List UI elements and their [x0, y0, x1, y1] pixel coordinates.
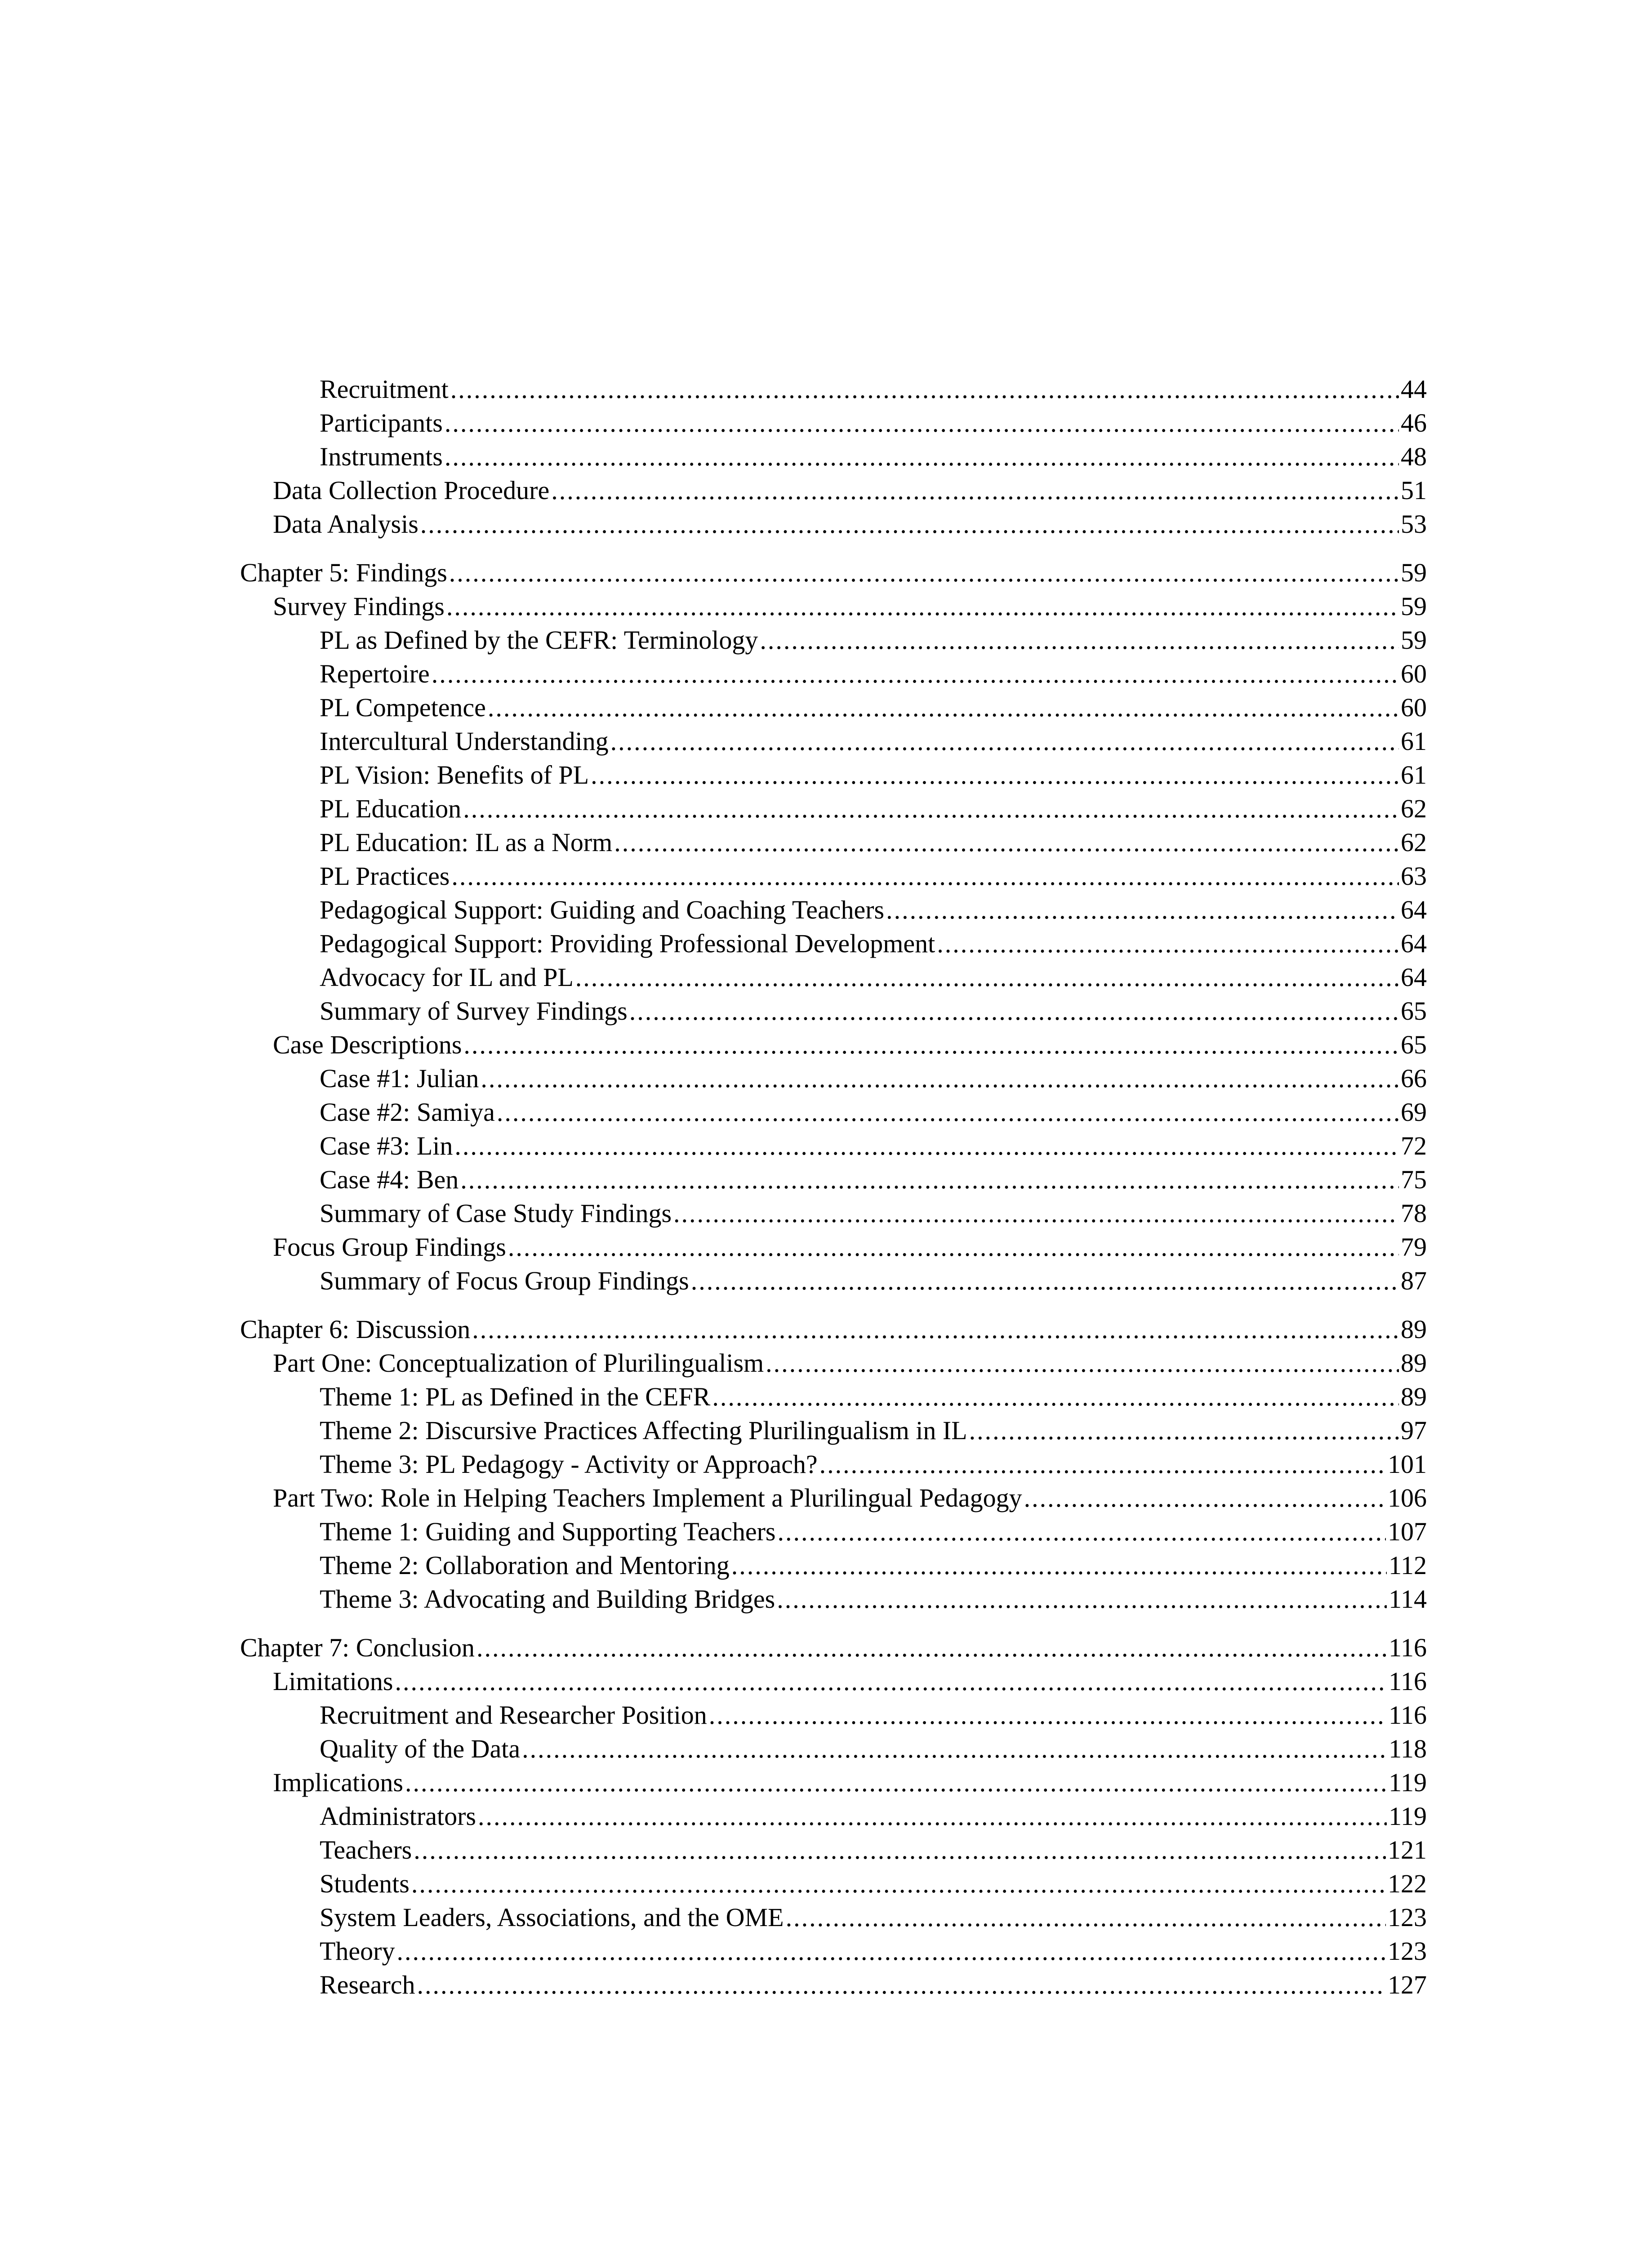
- toc-entry-title: Chapter 6: Discussion: [240, 1315, 471, 1344]
- toc-entry-title: Summary of Survey Findings: [320, 996, 628, 1026]
- toc-entry: [240, 1515, 1427, 1548]
- toc-entry: [240, 1028, 1427, 1062]
- toc-dot-leader: [449, 556, 1399, 589]
- toc-entry: [240, 1414, 1427, 1447]
- toc-entry-title: Limitations: [273, 1667, 393, 1696]
- toc-page-number: 75: [1401, 1165, 1427, 1194]
- toc-page-number: 116: [1389, 1633, 1427, 1662]
- toc-page-number: 72: [1401, 1131, 1427, 1160]
- toc-entry: [240, 507, 1427, 541]
- toc-entry-title: Case #3: Lin: [320, 1131, 453, 1160]
- toc-entry: [240, 1664, 1427, 1698]
- toc-page-number: 119: [1389, 1768, 1427, 1797]
- toc-dot-leader: [476, 1631, 1387, 1664]
- toc-dot-leader: [481, 1062, 1399, 1095]
- toc-entry-title: Chapter 5: Findings: [240, 558, 447, 587]
- toc-dot-leader: [551, 473, 1399, 507]
- toc-entry: [240, 473, 1427, 507]
- toc-dot-leader: [445, 406, 1399, 440]
- toc-page-number: 78: [1401, 1199, 1427, 1228]
- toc-entry: [240, 960, 1427, 994]
- toc-dot-leader: [451, 859, 1399, 893]
- toc-page-number: 53: [1401, 509, 1427, 539]
- toc-dot-leader: [414, 1833, 1386, 1867]
- toc-page-number: 69: [1401, 1097, 1427, 1127]
- toc-entry-title: PL Education: IL as a Norm: [320, 828, 613, 857]
- toc-entry: [240, 1968, 1427, 2002]
- toc-dot-leader: [591, 758, 1399, 792]
- toc-page-number: 63: [1401, 861, 1427, 891]
- toc-entry: [240, 792, 1427, 825]
- toc-dot-leader: [405, 1766, 1387, 1799]
- toc-dot-leader: [731, 1548, 1387, 1582]
- toc-entry: [240, 1095, 1427, 1129]
- toc-dot-leader: [777, 1582, 1387, 1616]
- toc-page-number: 112: [1389, 1551, 1427, 1580]
- table-of-contents: [240, 372, 1427, 2002]
- toc-page-number: 89: [1401, 1348, 1427, 1378]
- toc-entry: [240, 372, 1427, 406]
- toc-dot-leader: [454, 1129, 1399, 1163]
- toc-entry-title: PL Vision: Benefits of PL: [320, 760, 589, 789]
- toc-entry: [240, 927, 1427, 960]
- toc-entry: [240, 1732, 1427, 1766]
- toc-entry-title: Part Two: Role in Helping Teachers Implement a Plurilingual Pedagogy: [273, 1483, 1022, 1512]
- toc-entry-title: Theme 2: Discursive Practices Affecting Plurilingualism in IL: [320, 1416, 967, 1445]
- toc-page-number: 48: [1401, 442, 1427, 471]
- toc-dot-leader: [786, 1900, 1386, 1934]
- toc-page-number: 123: [1388, 1936, 1427, 1966]
- toc-dot-leader: [691, 1264, 1399, 1298]
- toc-entry-title: Case #2: Samiya: [320, 1097, 495, 1127]
- toc-dot-leader: [463, 792, 1399, 825]
- toc-page-number: 101: [1388, 1450, 1427, 1479]
- toc-entry-title: Intercultural Understanding: [320, 727, 609, 756]
- toc-page-number: 121: [1388, 1835, 1427, 1864]
- toc-dot-leader: [610, 724, 1399, 758]
- toc-dot-leader: [445, 440, 1399, 473]
- toc-dot-leader: [432, 657, 1399, 691]
- toc-page-number: 64: [1401, 895, 1427, 924]
- toc-entry: [240, 1230, 1427, 1264]
- toc-entry-title: PL as Defined by the CEFR: Terminology: [320, 625, 758, 655]
- toc-page-number: 59: [1401, 592, 1427, 621]
- toc-dot-leader: [411, 1867, 1386, 1900]
- toc-dot-leader: [463, 1028, 1399, 1062]
- toc-entry-title: Participants: [320, 408, 443, 437]
- toc-entry-title: Theme 1: PL as Defined in the CEFR: [320, 1382, 711, 1411]
- toc-page-number: 97: [1401, 1416, 1427, 1445]
- toc-dot-leader: [508, 1230, 1399, 1264]
- toc-page-number: 107: [1388, 1517, 1427, 1546]
- toc-entry-title: Theme 3: Advocating and Building Bridges: [320, 1584, 775, 1614]
- toc-entry-title: Theme 2: Collaboration and Mentoring: [320, 1551, 730, 1580]
- toc-page-number: 60: [1401, 659, 1427, 688]
- toc-entry-title: Data Analysis: [273, 509, 419, 539]
- toc-dot-leader: [450, 372, 1399, 406]
- toc-entry: [240, 589, 1427, 623]
- toc-entry-title: Advocacy for IL and PL: [320, 963, 574, 992]
- toc-entry-title: Case #1: Julian: [320, 1064, 479, 1093]
- toc-page-number: 87: [1401, 1266, 1427, 1295]
- toc-entry: [240, 1766, 1427, 1799]
- toc-dot-leader: [819, 1447, 1386, 1481]
- toc-entry: [240, 1698, 1427, 1732]
- toc-entry: [240, 691, 1427, 724]
- toc-page-number: 116: [1389, 1700, 1427, 1730]
- toc-dot-leader: [673, 1196, 1399, 1230]
- toc-page-number: 127: [1388, 1970, 1427, 1999]
- toc-entry: [240, 1582, 1427, 1616]
- toc-page-number: 89: [1401, 1315, 1427, 1344]
- toc-page-number: 116: [1389, 1667, 1427, 1696]
- toc-entry-title: Focus Group Findings: [273, 1232, 506, 1262]
- toc-page-number: 89: [1401, 1382, 1427, 1411]
- toc-entry-title: Pedagogical Support: Guiding and Coaching Teachers: [320, 895, 885, 924]
- toc-entry-title: Instruments: [320, 442, 443, 471]
- toc-entry-title: Case Descriptions: [273, 1030, 462, 1059]
- toc-entry-title: Administrators: [320, 1802, 476, 1831]
- toc-entry-title: Repertoire: [320, 659, 430, 688]
- toc-entry: [240, 825, 1427, 859]
- toc-dot-leader: [460, 1163, 1399, 1196]
- toc-entry-title: Case #4: Ben: [320, 1165, 459, 1194]
- toc-entry-title: Part One: Conceptualization of Plurilingualism: [273, 1348, 764, 1378]
- toc-dot-leader: [760, 623, 1399, 657]
- toc-page-number: 106: [1388, 1483, 1427, 1512]
- toc-entry: [240, 1867, 1427, 1900]
- toc-entry: [240, 1129, 1427, 1163]
- toc-entry-title: Students: [320, 1869, 410, 1898]
- toc-entry-title: Pedagogical Support: Providing Professional Development: [320, 929, 935, 958]
- toc-entry-title: Theory: [320, 1936, 395, 1966]
- toc-dot-leader: [446, 589, 1399, 623]
- toc-dot-leader: [417, 1968, 1386, 2002]
- toc-entry: [240, 994, 1427, 1028]
- toc-entry: [240, 1196, 1427, 1230]
- toc-entry: [240, 1799, 1427, 1833]
- toc-page-number: 61: [1401, 760, 1427, 789]
- toc-page-number: 60: [1401, 693, 1427, 722]
- toc-page-number: 59: [1401, 558, 1427, 587]
- toc-entry: [240, 1833, 1427, 1867]
- toc-chapter-entry: [240, 1312, 1427, 1346]
- toc-entry-title: Recruitment and Researcher Position: [320, 1700, 707, 1730]
- toc-dot-leader: [766, 1346, 1399, 1380]
- toc-dot-leader: [420, 507, 1399, 541]
- toc-entry-title: PL Education: [320, 794, 462, 823]
- toc-chapter-entry: [240, 556, 1427, 589]
- toc-dot-leader: [1024, 1481, 1386, 1515]
- toc-page-number: 46: [1401, 408, 1427, 437]
- toc-entry: [240, 1264, 1427, 1298]
- toc-entry-title: Recruitment: [320, 375, 449, 404]
- toc-page-number: 114: [1389, 1584, 1427, 1614]
- toc-entry-title: Research: [320, 1970, 415, 1999]
- toc-entry: [240, 1062, 1427, 1095]
- toc-entry-title: Summary of Case Study Findings: [320, 1199, 672, 1228]
- toc-entry-title: Theme 1: Guiding and Supporting Teachers: [320, 1517, 776, 1546]
- toc-entry: [240, 1548, 1427, 1582]
- toc-entry: [240, 893, 1427, 927]
- toc-entry: [240, 1380, 1427, 1414]
- toc-page-number: 44: [1401, 375, 1427, 404]
- toc-page-number: 65: [1401, 996, 1427, 1026]
- toc-entry-title: Survey Findings: [273, 592, 445, 621]
- toc-page-number: 64: [1401, 963, 1427, 992]
- toc-dot-leader: [778, 1515, 1386, 1548]
- toc-entry-title: PL Competence: [320, 693, 486, 722]
- toc-page-number: 62: [1401, 794, 1427, 823]
- toc-dot-leader: [969, 1414, 1399, 1447]
- toc-entry-title: Summary of Focus Group Findings: [320, 1266, 689, 1295]
- toc-dot-leader: [478, 1799, 1387, 1833]
- toc-entry-title: System Leaders, Associations, and the OME: [320, 1903, 784, 1932]
- toc-entry-title: Teachers: [320, 1835, 412, 1864]
- toc-dot-leader: [395, 1664, 1387, 1698]
- toc-page-number: 79: [1401, 1232, 1427, 1262]
- toc-entry-title: Chapter 7: Conclusion: [240, 1633, 475, 1662]
- toc-chapter-entry: [240, 1631, 1427, 1664]
- toc-page-number: 59: [1401, 625, 1427, 655]
- toc-entry: [240, 440, 1427, 473]
- toc-entry: [240, 1447, 1427, 1481]
- toc-entry: [240, 1900, 1427, 1934]
- toc-entry: [240, 1346, 1427, 1380]
- toc-dot-leader: [497, 1095, 1399, 1129]
- toc-entry: [240, 1934, 1427, 1968]
- toc-dot-leader: [937, 927, 1399, 960]
- toc-entry-title: Quality of the Data: [320, 1734, 521, 1763]
- toc-dot-leader: [472, 1312, 1399, 1346]
- toc-dot-leader: [712, 1380, 1399, 1414]
- toc-entry: [240, 406, 1427, 440]
- toc-page-number: 122: [1388, 1869, 1427, 1898]
- toc-dot-leader: [575, 960, 1399, 994]
- toc-page-number: 65: [1401, 1030, 1427, 1059]
- toc-dot-leader: [629, 994, 1399, 1028]
- toc-page-number: 123: [1388, 1903, 1427, 1932]
- toc-entry-title: Implications: [273, 1768, 403, 1797]
- toc-entry: [240, 758, 1427, 792]
- toc-entry: [240, 1163, 1427, 1196]
- toc-dot-leader: [886, 893, 1399, 927]
- toc-page-number: 62: [1401, 828, 1427, 857]
- toc-entry-title: Data Collection Procedure: [273, 476, 550, 505]
- toc-page-number: 118: [1389, 1734, 1427, 1763]
- toc-dot-leader: [522, 1732, 1387, 1766]
- toc-entry: [240, 859, 1427, 893]
- toc-entry: [240, 657, 1427, 691]
- toc-entry-title: PL Practices: [320, 861, 450, 891]
- toc-entry: [240, 623, 1427, 657]
- toc-page-number: 66: [1401, 1064, 1427, 1093]
- toc-dot-leader: [709, 1698, 1387, 1732]
- toc-page-number: 61: [1401, 727, 1427, 756]
- toc-page-number: 64: [1401, 929, 1427, 958]
- toc-page-number: 51: [1401, 476, 1427, 505]
- toc-dot-leader: [614, 825, 1399, 859]
- toc-dot-leader: [397, 1934, 1386, 1968]
- toc-entry: [240, 1481, 1427, 1515]
- toc-entry-title: Theme 3: PL Pedagogy - Activity or Approach?: [320, 1450, 818, 1479]
- toc-entry: [240, 724, 1427, 758]
- toc-page-number: 119: [1389, 1802, 1427, 1831]
- toc-dot-leader: [488, 691, 1399, 724]
